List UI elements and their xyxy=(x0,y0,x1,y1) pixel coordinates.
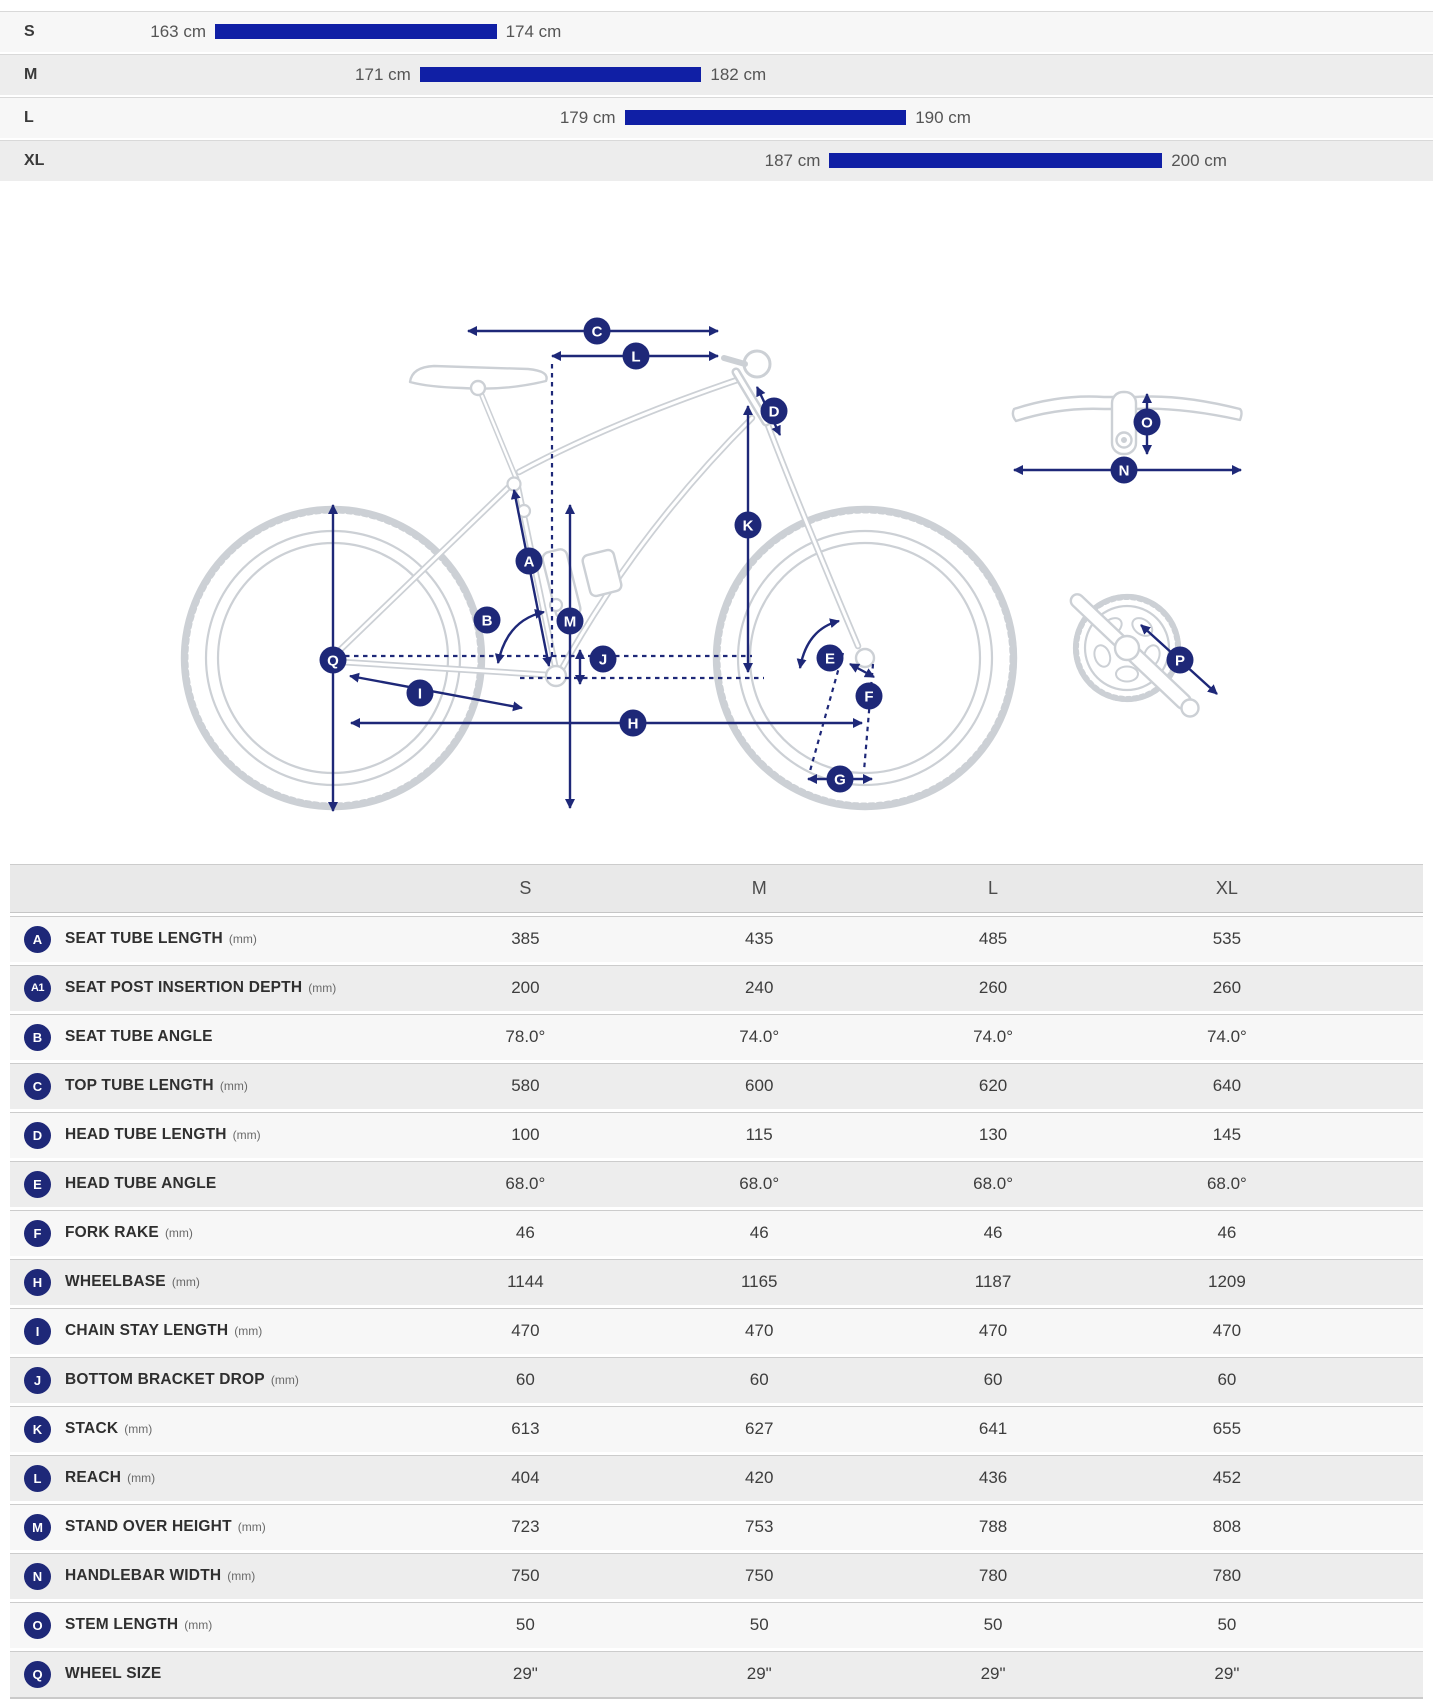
row-spacer-cell xyxy=(1344,1109,1423,1158)
dimension-badge-H xyxy=(620,710,647,737)
dimension-label: WHEEL SIZE xyxy=(65,1665,162,1682)
dimension-unit: (mm) xyxy=(164,1226,193,1240)
value-l: 436 xyxy=(876,1452,1110,1501)
dimension-badge-K xyxy=(735,512,762,539)
value-m: 750 xyxy=(642,1550,876,1599)
min-height-label: 171 cm xyxy=(355,65,411,84)
max-height-label: 182 cm xyxy=(710,65,767,84)
dimension-badge: K xyxy=(24,1416,51,1443)
dimension-badge-D xyxy=(761,398,788,425)
value-l: 29" xyxy=(876,1648,1110,1699)
height-row xyxy=(0,52,1433,95)
dimension-label-cell xyxy=(10,1207,408,1256)
dimension-badge-F xyxy=(856,683,883,710)
value-l: 260 xyxy=(876,962,1110,1011)
size-label: XL xyxy=(24,152,45,169)
dimension-label: WHEELBASE xyxy=(65,1273,166,1290)
table-row xyxy=(10,1550,1423,1599)
value-m: 50 xyxy=(642,1599,876,1648)
svg-text:B: B xyxy=(481,612,493,630)
dimension-badge: Q xyxy=(24,1661,51,1688)
value-xl: 808 xyxy=(1110,1501,1344,1550)
value-s: 68.0° xyxy=(408,1158,642,1207)
dimension-badge: A1 xyxy=(24,975,51,1002)
dimension-label: SEAT TUBE LENGTH xyxy=(65,930,223,947)
dimension-badge-A xyxy=(516,548,543,575)
value-xl: 50 xyxy=(1110,1599,1344,1648)
value-m: 470 xyxy=(642,1305,876,1354)
row-spacer-cell xyxy=(1344,1305,1423,1354)
svg-text:H: H xyxy=(627,715,639,733)
dimension-unit: (mm) xyxy=(234,1324,263,1338)
dimension-unit: (mm) xyxy=(232,1128,261,1142)
row-spacer-cell xyxy=(1344,1403,1423,1452)
frame-tubes xyxy=(340,379,858,675)
header-size-xl: XL xyxy=(1110,864,1344,913)
dimension-label-cell xyxy=(10,1109,408,1158)
value-m: 29" xyxy=(642,1648,876,1699)
svg-text:Q: Q xyxy=(327,652,339,670)
value-s: 385 xyxy=(408,913,642,962)
header-size-l: L xyxy=(876,864,1110,913)
dimension-label-cell xyxy=(10,1403,408,1452)
dimension-unit: (mm) xyxy=(219,1079,248,1093)
dimension-unit: (mm) xyxy=(270,1373,299,1387)
row-spacer-cell xyxy=(1344,1207,1423,1256)
value-m: 753 xyxy=(642,1501,876,1550)
dimension-unit: (mm) xyxy=(228,932,257,946)
table-row xyxy=(10,962,1423,1011)
value-xl: 535 xyxy=(1110,913,1344,962)
height-bar xyxy=(215,24,497,39)
value-m: 60 xyxy=(642,1354,876,1403)
dimension-label: STAND OVER HEIGHT xyxy=(65,1518,232,1535)
value-l: 68.0° xyxy=(876,1158,1110,1207)
svg-text:K: K xyxy=(742,517,754,535)
dimension-label-cell xyxy=(10,962,408,1011)
height-row xyxy=(0,138,1433,181)
value-l: 485 xyxy=(876,913,1110,962)
dimension-badge-Q xyxy=(320,647,347,674)
table-header-row xyxy=(10,864,1423,913)
row-spacer-cell xyxy=(1344,1550,1423,1599)
table-row xyxy=(10,1011,1423,1060)
height-bar xyxy=(829,153,1162,168)
header-empty-cell xyxy=(10,864,408,913)
value-xl: 470 xyxy=(1110,1305,1344,1354)
svg-text:L: L xyxy=(631,348,641,366)
bike-illustration xyxy=(182,351,1242,809)
dimension-label: REACH xyxy=(65,1469,122,1486)
min-height-label: 187 cm xyxy=(764,151,821,170)
table-row xyxy=(10,1109,1423,1158)
height-row xyxy=(0,95,1433,138)
geometry-diagram xyxy=(0,181,1433,864)
value-s: 404 xyxy=(408,1452,642,1501)
svg-text:J: J xyxy=(598,651,608,669)
dimension-unit: (mm) xyxy=(127,1471,156,1485)
table-row xyxy=(10,1599,1423,1648)
table-row xyxy=(10,1256,1423,1305)
row-spacer-cell xyxy=(1344,1501,1423,1550)
svg-text:I: I xyxy=(417,685,423,703)
value-m: 240 xyxy=(642,962,876,1011)
dimension-badge: D xyxy=(24,1122,51,1149)
bike-geometry-svg xyxy=(0,181,1433,864)
svg-text:P: P xyxy=(1174,652,1186,670)
row-spacer-cell xyxy=(1344,1452,1423,1501)
max-height-label: 200 cm xyxy=(1171,151,1227,170)
dimension-label: FORK RAKE xyxy=(65,1224,159,1241)
svg-text:C: C xyxy=(591,323,603,341)
value-s: 580 xyxy=(408,1060,642,1109)
svg-text:M: M xyxy=(563,613,577,631)
value-xl: 640 xyxy=(1110,1060,1344,1109)
row-spacer-cell xyxy=(1344,1060,1423,1109)
dimension-badge-B xyxy=(474,607,501,634)
value-xl: 452 xyxy=(1110,1452,1344,1501)
row-spacer-cell xyxy=(1344,1011,1423,1060)
value-m: 1165 xyxy=(642,1256,876,1305)
guide-axle-vertical xyxy=(864,664,873,771)
svg-text:N: N xyxy=(1118,462,1130,480)
dimension-badge-C xyxy=(584,318,611,345)
value-s: 200 xyxy=(408,962,642,1011)
dimension-label-cell xyxy=(10,1452,408,1501)
value-xl: 260 xyxy=(1110,962,1344,1011)
value-xl: 655 xyxy=(1110,1403,1344,1452)
arrow-I-chainstay xyxy=(350,676,522,708)
size-label: M xyxy=(24,66,38,83)
dimension-badge-L xyxy=(623,343,650,370)
dimension-unit: (mm) xyxy=(171,1275,200,1289)
value-xl: 60 xyxy=(1110,1354,1344,1403)
value-l: 1187 xyxy=(876,1256,1110,1305)
value-m: 74.0° xyxy=(642,1011,876,1060)
value-l: 74.0° xyxy=(876,1011,1110,1060)
table-row xyxy=(10,1060,1423,1109)
table-row xyxy=(10,1648,1423,1699)
header-spacer-cell xyxy=(1344,864,1423,913)
row-spacer-cell xyxy=(1344,1256,1423,1305)
dimension-label-cell xyxy=(10,1305,408,1354)
size-label: L xyxy=(24,109,34,126)
value-l: 470 xyxy=(876,1305,1110,1354)
dimension-label-cell xyxy=(10,913,408,962)
dimension-badge-O xyxy=(1134,409,1161,436)
svg-text:A: A xyxy=(523,553,535,571)
row-spacer-cell xyxy=(1344,962,1423,1011)
value-s: 50 xyxy=(408,1599,642,1648)
max-height-label: 190 cm xyxy=(915,108,971,127)
value-s: 1144 xyxy=(408,1256,642,1305)
height-row xyxy=(0,9,1433,52)
max-height-label: 174 cm xyxy=(505,22,562,41)
dimension-badge-I xyxy=(407,680,434,707)
dimension-badge-P xyxy=(1167,647,1194,674)
value-l: 620 xyxy=(876,1060,1110,1109)
table-row xyxy=(10,1354,1423,1403)
value-m: 46 xyxy=(642,1207,876,1256)
value-xl: 46 xyxy=(1110,1207,1344,1256)
dimension-badge-G xyxy=(827,766,854,793)
dimension-unit: (mm) xyxy=(184,1618,213,1632)
rider-height-chart xyxy=(0,0,1433,181)
dimension-badge: M xyxy=(24,1514,51,1541)
dimension-label-cell xyxy=(10,1256,408,1305)
value-l: 60 xyxy=(876,1354,1110,1403)
dimension-badge: F xyxy=(24,1220,51,1247)
value-l: 46 xyxy=(876,1207,1110,1256)
dimension-label: HEAD TUBE LENGTH xyxy=(65,1126,227,1143)
value-l: 780 xyxy=(876,1550,1110,1599)
dimension-label: HEAD TUBE ANGLE xyxy=(65,1175,217,1192)
value-m: 435 xyxy=(642,913,876,962)
handlebar-detail-illustration xyxy=(1013,392,1242,454)
table-row xyxy=(10,913,1423,962)
table-row xyxy=(10,1501,1423,1550)
dimension-badge: L xyxy=(24,1465,51,1492)
table-row xyxy=(10,1403,1423,1452)
dimension-badge: C xyxy=(24,1073,51,1100)
dimension-label-cell xyxy=(10,1060,408,1109)
size-label: S xyxy=(24,23,35,40)
bottom-bracket-illustration xyxy=(546,666,566,686)
table-row xyxy=(10,1207,1423,1256)
dimension-label-cell xyxy=(10,1354,408,1403)
svg-text:G: G xyxy=(834,771,846,789)
row-spacer-cell xyxy=(1344,1599,1423,1648)
value-s: 100 xyxy=(408,1109,642,1158)
svg-text:D: D xyxy=(768,403,780,421)
dimension-unit: (mm) xyxy=(237,1520,266,1534)
dimension-badge: H xyxy=(24,1269,51,1296)
dimension-label: TOP TUBE LENGTH xyxy=(65,1077,214,1094)
table-row xyxy=(10,1452,1423,1501)
dimension-label-cell xyxy=(10,1599,408,1648)
height-bar xyxy=(625,110,907,125)
row-spacer-cell xyxy=(1344,1158,1423,1207)
dimension-badge: J xyxy=(24,1367,51,1394)
value-m: 420 xyxy=(642,1452,876,1501)
dimension-badge-J xyxy=(590,646,617,673)
value-s: 46 xyxy=(408,1207,642,1256)
svg-text:E: E xyxy=(824,650,836,668)
value-m: 68.0° xyxy=(642,1158,876,1207)
svg-text:O: O xyxy=(1141,414,1153,432)
dimension-label: STEM LENGTH xyxy=(65,1616,179,1633)
dimension-label: BOTTOM BRACKET DROP xyxy=(65,1371,265,1388)
row-spacer-cell xyxy=(1344,1354,1423,1403)
geometry-table xyxy=(10,864,1423,1699)
value-l: 130 xyxy=(876,1109,1110,1158)
dimension-label-cell xyxy=(10,1648,408,1699)
dimension-badge-N xyxy=(1111,457,1138,484)
dimension-badge: I xyxy=(24,1318,51,1345)
arrow-A-seat-tube xyxy=(514,490,549,666)
header-size-m: M xyxy=(642,864,876,913)
dimension-badge: A xyxy=(24,926,51,953)
dimension-label: STACK xyxy=(65,1420,119,1437)
height-bar xyxy=(420,67,702,82)
value-l: 788 xyxy=(876,1501,1110,1550)
dimension-label-cell xyxy=(10,1158,408,1207)
svg-text:F: F xyxy=(864,688,874,706)
dimension-label-cell xyxy=(10,1550,408,1599)
min-height-label: 163 cm xyxy=(150,22,206,41)
dimension-label-cell xyxy=(10,1501,408,1550)
dimension-badge-E xyxy=(817,645,844,672)
dimension-unit: (mm) xyxy=(308,981,337,995)
dimension-unit: (mm) xyxy=(227,1569,256,1583)
dimension-label: CHAIN STAY LENGTH xyxy=(65,1322,229,1339)
table-row xyxy=(10,1305,1423,1354)
value-s: 750 xyxy=(408,1550,642,1599)
dimension-badge-M xyxy=(557,608,584,635)
value-xl: 780 xyxy=(1110,1550,1344,1599)
value-m: 600 xyxy=(642,1060,876,1109)
value-xl: 74.0° xyxy=(1110,1011,1344,1060)
table-row xyxy=(10,1158,1423,1207)
dimension-label-cell xyxy=(10,1011,408,1060)
value-s: 470 xyxy=(408,1305,642,1354)
value-m: 627 xyxy=(642,1403,876,1452)
dimension-badge: O xyxy=(24,1612,51,1639)
dimension-label: SEAT TUBE ANGLE xyxy=(65,1028,213,1045)
row-spacer-cell xyxy=(1344,1648,1423,1699)
value-s: 613 xyxy=(408,1403,642,1452)
value-xl: 145 xyxy=(1110,1109,1344,1158)
value-s: 60 xyxy=(408,1354,642,1403)
row-spacer-cell xyxy=(1344,913,1423,962)
value-s: 29" xyxy=(408,1648,642,1699)
value-l: 641 xyxy=(876,1403,1110,1452)
value-xl: 29" xyxy=(1110,1648,1344,1699)
dimension-badge: N xyxy=(24,1563,51,1590)
header-size-s: S xyxy=(408,864,642,913)
dimension-unit: (mm) xyxy=(124,1422,153,1436)
min-height-label: 179 cm xyxy=(559,108,616,127)
dimension-label: HANDLEBAR WIDTH xyxy=(65,1567,222,1584)
dimension-label: SEAT POST INSERTION DEPTH xyxy=(65,979,303,996)
dimension-badge: E xyxy=(24,1171,51,1198)
value-s: 78.0° xyxy=(408,1011,642,1060)
value-l: 50 xyxy=(876,1599,1110,1648)
value-s: 723 xyxy=(408,1501,642,1550)
value-xl: 68.0° xyxy=(1110,1158,1344,1207)
dimension-badge: B xyxy=(24,1024,51,1051)
value-xl: 1209 xyxy=(1110,1256,1344,1305)
value-m: 115 xyxy=(642,1109,876,1158)
